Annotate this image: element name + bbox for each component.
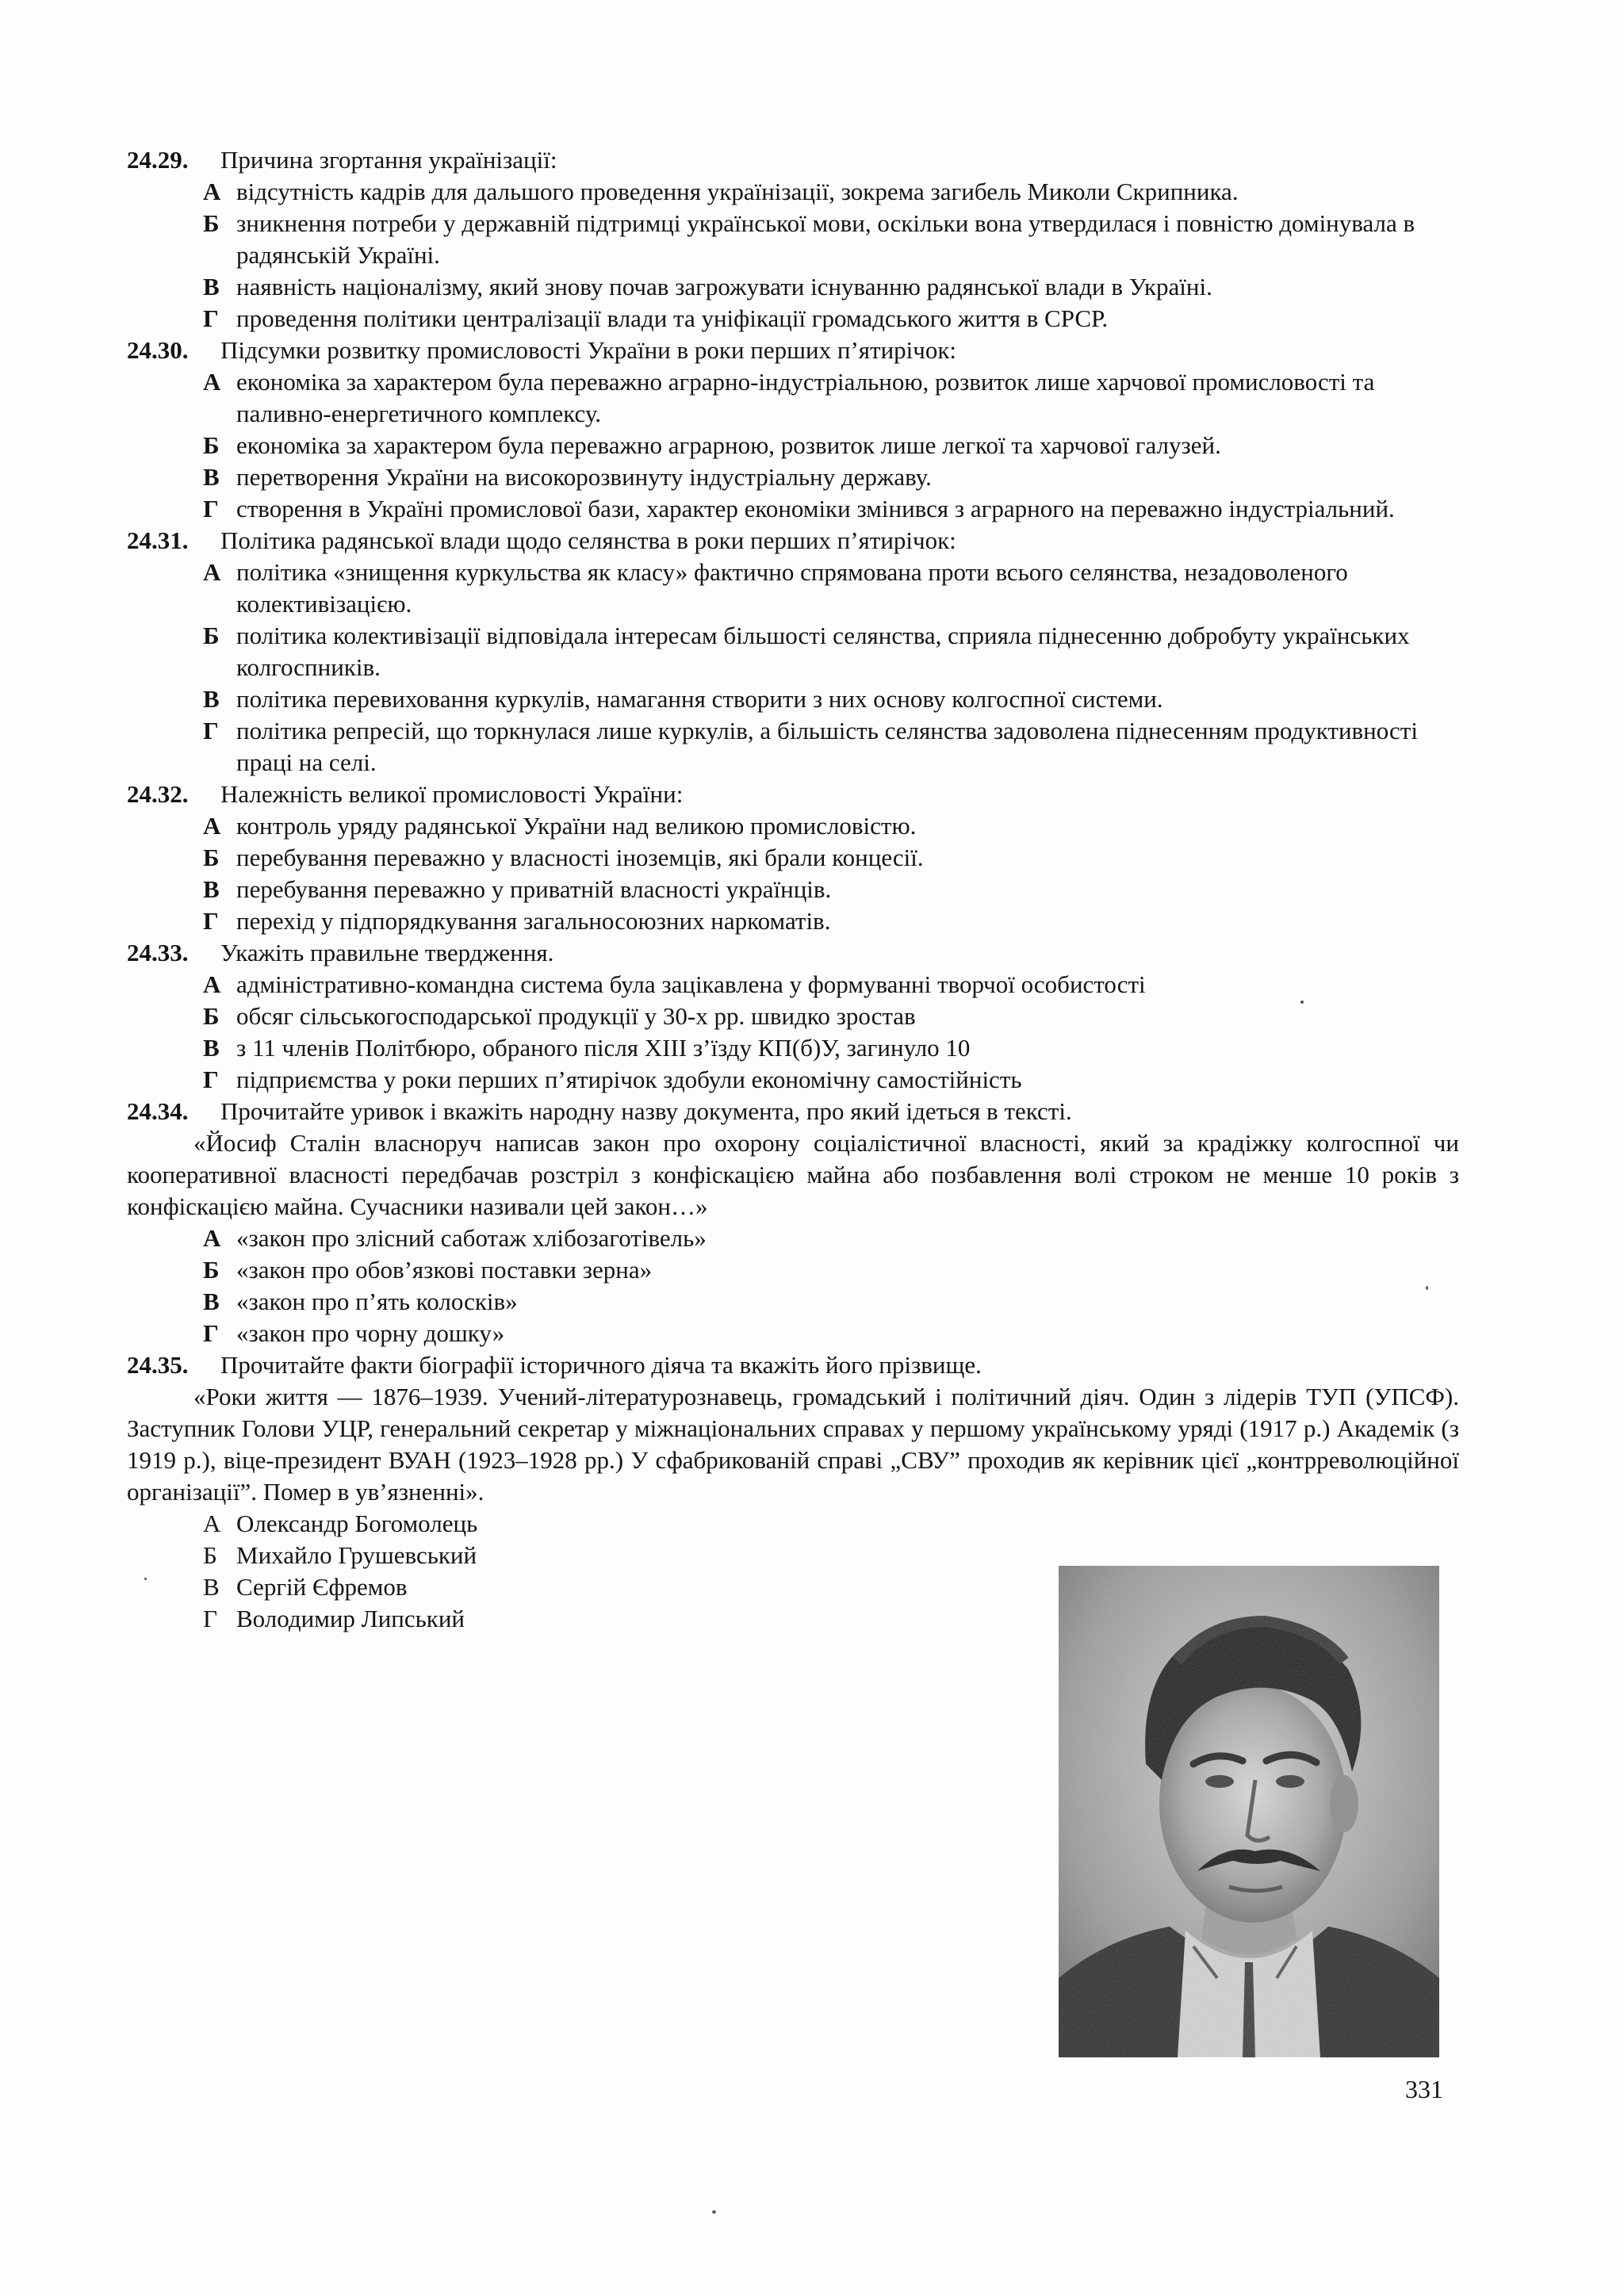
option-letter: А	[203, 1224, 221, 1252]
question-24-32	[127, 779, 1459, 937]
option-letter: Б	[203, 1002, 220, 1030]
answer-option	[127, 493, 1459, 525]
option-text: «закон про обов’язкові поставки зерна»	[236, 1256, 653, 1284]
option-letter: Б	[203, 1256, 220, 1284]
answer-option	[127, 366, 1459, 430]
answer-option	[127, 620, 1459, 683]
question-prompt: Належність великої промисловості України:	[220, 780, 684, 808]
option-letter: Г	[203, 1066, 219, 1093]
answer-option	[127, 1223, 1459, 1254]
option-text: політика перевиховання куркулів, намагання створити з них основу колгоспної системи.	[236, 685, 1163, 713]
answer-option	[127, 303, 1459, 335]
option-text: економіка за характером була переважно аграрно-індустріальною, розвиток лише харчової промисловості та паливно-енергетичного комплексу.	[236, 368, 1375, 427]
option-letter: А	[203, 558, 221, 586]
answer-option	[127, 1032, 1459, 1064]
option-text: з 11 членів Політбюро, обраного після XIII з’їзду КП(б)У, загинуло 10	[236, 1034, 971, 1062]
answer-option	[127, 1064, 1459, 1096]
answer-option	[127, 1318, 1459, 1349]
option-text: обсяг сільськогосподарської продукції у 30-х рр. швидко зростав	[236, 1002, 916, 1030]
question-number: 24.32.	[127, 780, 189, 808]
option-text: Сергій Єфремов	[236, 1573, 408, 1601]
answer-option	[127, 176, 1459, 208]
question-number: 24.35.	[127, 1351, 189, 1379]
option-text: Володимир Липський	[236, 1605, 465, 1632]
scan-speck	[1300, 1001, 1304, 1004]
option-text: зникнення потреби у державній підтримці української мови, оскільки вона утвердилася і повністю домінувала в радянській Україні.	[236, 209, 1415, 269]
portrait-photo-icon	[1059, 1566, 1439, 2057]
option-letter: В	[203, 1573, 220, 1601]
option-letter: В	[203, 1288, 220, 1315]
option-letter: Б	[203, 209, 220, 237]
option-letter: Г	[203, 304, 219, 332]
option-letter: В	[203, 685, 220, 713]
question-number: 24.30.	[127, 336, 189, 364]
answer-option	[127, 557, 1459, 620]
quoted-passage: «Роки життя — 1876–1939. Учений-літературознавець, громадський і політичний діяч. Один з лідерів ТУП (УПСФ). Заступник Голови УЦР, генеральний секретар у міжнаціональних справах у першому українському уряді (1917 р.) Академік (з 1919 р.), віце-президент ВУАН (1923–1928 рр.) У сфабрикованій справі „СВУ” проходив як керівник цієї „контрреволюційної організації”. Помер в ув’язненні».	[127, 1383, 1459, 1506]
option-text: Михайло Грушевський	[236, 1541, 477, 1569]
option-letter: А	[203, 1510, 221, 1537]
option-letter: Г	[203, 495, 219, 522]
option-text: Олександр Богомолець	[236, 1510, 478, 1537]
option-text: «закон про п’ять колосків»	[236, 1288, 518, 1315]
option-text: перебування переважно у приватній власності українців.	[236, 875, 832, 903]
question-number: 24.34.	[127, 1097, 189, 1125]
question-prompt: Укажіть правильне твердження.	[220, 939, 554, 966]
page-number: 331	[1405, 2075, 1443, 2103]
option-letter: Б	[203, 431, 220, 459]
question-number: 24.33.	[127, 939, 189, 966]
answer-option	[127, 1254, 1459, 1286]
question-number: 24.29.	[127, 146, 189, 174]
question-number: 24.31.	[127, 526, 189, 554]
question-prompt: Прочитайте факти біографії історичного діяча та вкажіть його прізвище.	[220, 1351, 982, 1379]
option-text: наявність націоналізму, який знову почав загрожувати існуванню радянської влади в Україні.	[236, 273, 1212, 300]
option-letter: В	[203, 273, 220, 300]
option-text: політика репресій, що торкнулася лише куркулів, а більшість селянства задоволена піднесенням продуктивності праці на селі.	[236, 717, 1418, 776]
question-24-31	[127, 525, 1459, 779]
option-text: контроль уряду радянської України над великою промисловістю.	[236, 812, 917, 840]
scan-speck	[1426, 1286, 1428, 1290]
option-text: перехід у підпорядкування загальносоюзних наркоматів.	[236, 907, 831, 935]
option-letter: А	[203, 178, 221, 205]
answer-option	[127, 969, 1459, 1001]
answer-option	[127, 271, 1459, 303]
option-text: «закон про чорну дошку»	[236, 1319, 505, 1347]
answer-option	[127, 1286, 1459, 1318]
option-letter: А	[203, 812, 221, 840]
answer-option	[127, 842, 1459, 874]
option-letter: В	[203, 1034, 220, 1062]
answer-option	[127, 874, 1459, 905]
option-letter: Г	[203, 907, 219, 935]
option-text: політика колективізації відповідала інтересам більшості селянства, сприяла піднесенню добробуту українських колгоспників.	[236, 622, 1410, 681]
answer-option	[127, 461, 1459, 493]
option-text: політика «знищення куркульства як класу» фактично спрямована проти всього селянства, незадоволеного колективізацією.	[236, 558, 1348, 618]
question-24-29	[127, 144, 1459, 335]
question-prompt: Політика радянської влади щодо селянства в роки перших п’ятирічок:	[220, 526, 956, 554]
question-24-30	[127, 335, 1459, 525]
question-prompt: Підсумки розвитку промисловості України в роки перших п’ятирічок:	[220, 336, 957, 364]
option-text: відсутність кадрів для дальшого проведення українізації, зокрема загибель Миколи Скрипника.	[236, 178, 1239, 205]
option-letter: Г	[203, 1605, 217, 1632]
answer-option	[127, 1001, 1459, 1032]
answer-option	[127, 1508, 1459, 1540]
option-text: адміністративно-командна система була зацікавлена у формуванні творчої особистості	[236, 970, 1146, 998]
option-letter: Б	[203, 622, 220, 649]
answer-option	[127, 905, 1459, 937]
quoted-passage: «Йосиф Сталін власноруч написав закон про охорону соціалістичної власності, який за крадіжку колгоспної чи кооперативної власності передбачав розстріл з конфіскацією майна або позбавлення волі строком не менше 10 років з конфіскацією майна. Сучасники називали цей закон…»	[127, 1129, 1459, 1220]
scan-speck	[712, 2210, 716, 2214]
option-text: підприємства у роки перших п’ятирічок здобули економічну самостійність	[236, 1066, 1022, 1093]
option-letter: А	[203, 970, 221, 998]
question-24-33	[127, 937, 1459, 1096]
option-text: проведення політики централізації влади та уніфікації громадського життя в СРСР.	[236, 304, 1109, 332]
answer-option	[127, 810, 1459, 842]
option-text: економіка за характером була переважно аграрною, розвиток лише легкої та харчової галузей.	[236, 431, 1221, 459]
option-letter: В	[203, 463, 220, 491]
option-letter: А	[203, 368, 221, 396]
option-text: створення в Україні промислової бази, характер економіки змінився з аграрного на переважно індустріальний.	[236, 495, 1395, 522]
question-prompt: Прочитайте уривок і вкажіть народну назву документа, про який ідеться в тексті.	[220, 1097, 1072, 1125]
option-text: перебування переважно у власності іноземців, які брали концесії.	[236, 844, 924, 871]
answer-option	[127, 683, 1459, 715]
questions-list	[127, 144, 1459, 1635]
option-letter: В	[203, 875, 220, 903]
option-letter: Г	[203, 1319, 219, 1347]
answer-option	[127, 430, 1459, 461]
scan-speck	[144, 1578, 147, 1580]
option-text: «закон про злісний саботаж хлібозаготівель»	[236, 1224, 707, 1252]
option-letter: Б	[203, 1541, 217, 1569]
question-prompt: Причина згортання українізації:	[220, 146, 557, 174]
option-letter: Г	[203, 717, 219, 744]
answer-option	[127, 208, 1459, 271]
question-24-34	[127, 1096, 1459, 1349]
answer-option	[127, 715, 1459, 779]
option-text: перетворення України на високорозвинуту індустріальну державу.	[236, 463, 932, 491]
option-letter: Б	[203, 844, 220, 871]
